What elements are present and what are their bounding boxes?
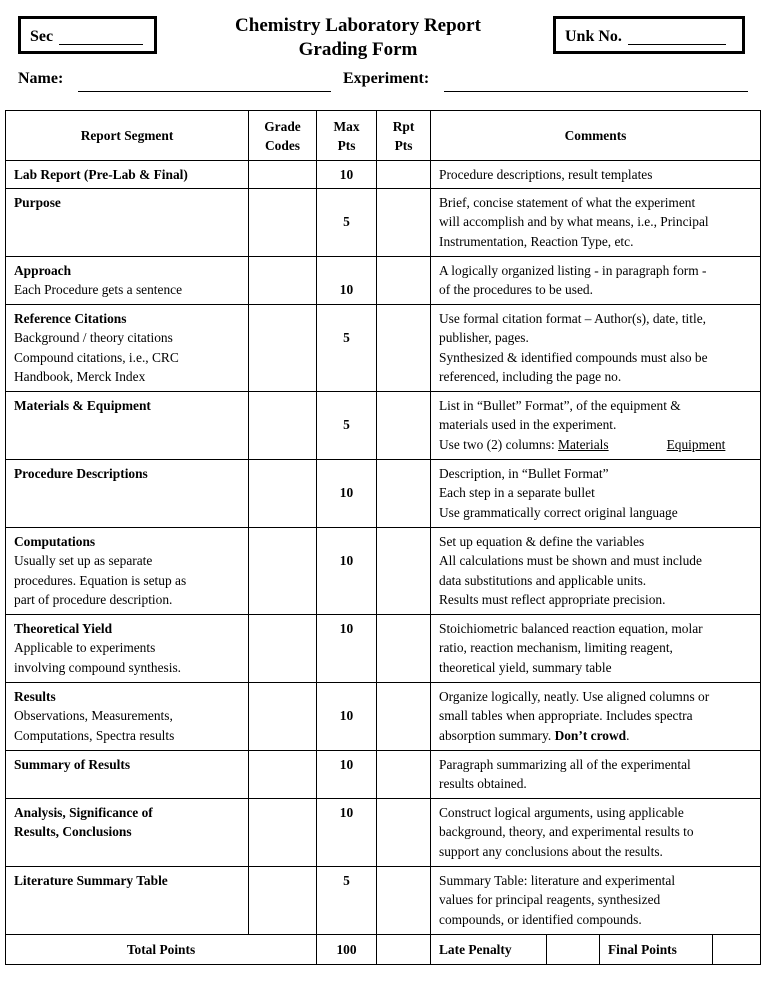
max-pts-cell: 5 — [317, 189, 377, 257]
segment-name: Lab Report (Pre-Lab & Final) — [14, 167, 188, 182]
segment-description: Each Procedure gets a sentence — [14, 282, 183, 298]
max-pts-cell: 5 — [317, 305, 377, 392]
header-rpt-pts: Rpt Pts — [377, 111, 431, 161]
final-points-cell[interactable] — [713, 935, 761, 965]
segment-description: Handbook, Merck Index — [14, 369, 146, 385]
comments-cell: A logically organized listing - in paragraph form - of the procedures to be used. — [431, 257, 761, 305]
section-box — [18, 16, 157, 54]
max-pts-cell: 10 — [317, 460, 377, 528]
rpt-pts-cell[interactable] — [377, 257, 431, 305]
header-report-segment: Report Segment — [6, 111, 249, 161]
segment-description: involving compound synthesis. — [14, 659, 182, 675]
segment-description: Observations, Measurements, — [14, 708, 173, 724]
max-pts-cell: 5 — [317, 392, 377, 460]
table-row — [6, 528, 761, 615]
segment-name: Summary of Results — [14, 757, 131, 772]
name-label: Name: — [18, 70, 64, 87]
table-row — [6, 683, 761, 751]
grade-codes-cell[interactable] — [249, 528, 317, 615]
rpt-pts-cell[interactable] — [377, 161, 431, 189]
table-header-row — [6, 111, 761, 161]
grading-table — [5, 110, 761, 965]
total-max-pts: 100 — [317, 935, 377, 965]
segment-description: Background / theory citations — [14, 330, 173, 346]
comments-cell: Summary Table: literature and experimental values for principal reagents, synthesized compounds, or identified compounds. — [431, 867, 761, 935]
grade-codes-cell[interactable] — [249, 392, 317, 460]
comments-cell: Stoichiometric balanced reaction equation, molar ratio, reaction mechanism, limiting reagent, theoretical yield, summary table — [431, 615, 761, 683]
table-row — [6, 257, 761, 305]
grade-codes-cell[interactable] — [249, 161, 317, 189]
comments-cell: Set up equation & define the variables All calculations must be shown and must include data substitutions and applicable units. Results must reflect appropriate precision. — [431, 528, 761, 615]
max-pts-cell: 10 — [317, 528, 377, 615]
late-penalty-label: Late Penalty — [431, 935, 547, 965]
grade-codes-cell[interactable] — [249, 683, 317, 751]
section-label: Sec — [30, 28, 54, 45]
grade-codes-cell[interactable] — [249, 867, 317, 935]
experiment-input-line[interactable] — [444, 91, 748, 92]
segment-name-continued: Results, Conclusions — [14, 824, 132, 840]
table-row — [6, 799, 761, 867]
page-title — [200, 14, 516, 62]
late-penalty-cell[interactable] — [547, 935, 600, 965]
grade-codes-cell[interactable] — [249, 460, 317, 528]
comments-cell: Use formal citation format – Author(s), date, title, publisher, pages. Synthesized & identified compounds must also be referenced, including the page no. — [431, 305, 761, 392]
comments-cell: List in “Bullet” Format”, of the equipment & materials used in the experiment. Use two (2) columns: Materials Equipment — [431, 392, 761, 460]
max-pts-cell: 10 — [317, 683, 377, 751]
segment-description: procedures. Equation is setup as — [14, 572, 187, 588]
max-pts-cell: 10 — [317, 751, 377, 799]
segment-name: Reference Citations — [14, 311, 127, 326]
comments-cell: Paragraph summarizing all of the experimental results obtained. — [431, 751, 761, 799]
max-pts-cell: 10 — [317, 799, 377, 867]
comments-cell: Procedure descriptions, result templates — [431, 161, 761, 189]
rpt-pts-cell[interactable] — [377, 867, 431, 935]
grade-codes-cell[interactable] — [249, 799, 317, 867]
segment-name: Approach — [14, 263, 72, 278]
segment-description: Usually set up as separate — [14, 553, 153, 569]
table-row — [6, 392, 761, 460]
totals-row — [6, 935, 761, 965]
rpt-pts-cell[interactable] — [377, 392, 431, 460]
rpt-pts-cell[interactable] — [377, 460, 431, 528]
table-row — [6, 751, 761, 799]
title-line-2: Grading Form — [298, 39, 418, 60]
comments-cell: Organize logically, neatly. Use aligned columns or small tables when appropriate. Includes spectra absorption summary. Don’t crowd. — [431, 683, 761, 751]
segment-name: Results — [14, 689, 56, 704]
table-row — [6, 161, 761, 189]
final-points-label: Final Points — [600, 935, 713, 965]
name-input-line[interactable] — [78, 91, 331, 92]
comments-cell: Brief, concise statement of what the experiment will accomplish and by what means, i.e., Principal Instrumentation, Reaction Type, etc. — [431, 189, 761, 257]
rpt-pts-cell[interactable] — [377, 305, 431, 392]
table-row — [6, 867, 761, 935]
grade-codes-cell[interactable] — [249, 305, 317, 392]
unknown-number-input-line[interactable] — [628, 30, 726, 45]
dont-crowd-emphasis: Don’t crowd — [554, 727, 627, 743]
table-row — [6, 615, 761, 683]
segment-description: part of procedure description. — [14, 592, 173, 608]
table-row — [6, 305, 761, 392]
header-max-pts: Max Pts — [317, 111, 377, 161]
segment-description: Applicable to experiments — [14, 640, 156, 656]
segment-name: Literature Summary Table — [14, 873, 168, 888]
title-line-1: Chemistry Laboratory Report — [235, 15, 481, 36]
comments-cell: Construct logical arguments, using applicable background, theory, and experimental results to support any conclusions about the results. — [431, 799, 761, 867]
segment-name: Materials & Equipment — [14, 398, 151, 413]
max-pts-cell: 10 — [317, 257, 377, 305]
table-row — [6, 460, 761, 528]
experiment-label: Experiment: — [343, 70, 430, 87]
rpt-pts-cell[interactable] — [377, 528, 431, 615]
rpt-pts-cell[interactable] — [377, 683, 431, 751]
total-rpt-pts-cell[interactable] — [377, 935, 431, 965]
segment-description: Compound citations, i.e., CRC — [14, 349, 179, 365]
materials-column-label: Materials — [558, 436, 609, 452]
rpt-pts-cell[interactable] — [377, 751, 431, 799]
segment-name: Procedure Descriptions — [14, 466, 148, 481]
grade-codes-cell[interactable] — [249, 189, 317, 257]
comments-cell: Description, in “Bullet Format” Each step in a separate bullet Use grammatically correct original language — [431, 460, 761, 528]
unknown-number-label: Unk No. — [565, 28, 622, 45]
equipment-column-label: Equipment — [666, 436, 726, 452]
grade-codes-cell[interactable] — [249, 615, 317, 683]
unknown-number-box — [553, 16, 745, 54]
max-pts-cell: 10 — [317, 615, 377, 683]
total-points-label: Total Points — [6, 935, 317, 965]
segment-description: Computations, Spectra results — [14, 727, 175, 743]
section-input-line[interactable] — [59, 30, 143, 45]
segment-name: Theoretical Yield — [14, 621, 113, 636]
table-row — [6, 189, 761, 257]
segment-name: Analysis, Significance of — [14, 805, 153, 820]
max-pts-cell: 10 — [317, 161, 377, 189]
segment-name: Computations — [14, 534, 96, 549]
max-pts-cell: 5 — [317, 867, 377, 935]
rpt-pts-cell[interactable] — [377, 615, 431, 683]
grade-codes-cell[interactable] — [249, 257, 317, 305]
header-comments: Comments — [431, 111, 761, 161]
grade-codes-cell[interactable] — [249, 751, 317, 799]
header-grade-codes: Grade Codes — [249, 111, 317, 161]
segment-name: Purpose — [14, 195, 61, 210]
rpt-pts-cell[interactable] — [377, 189, 431, 257]
rpt-pts-cell[interactable] — [377, 799, 431, 867]
